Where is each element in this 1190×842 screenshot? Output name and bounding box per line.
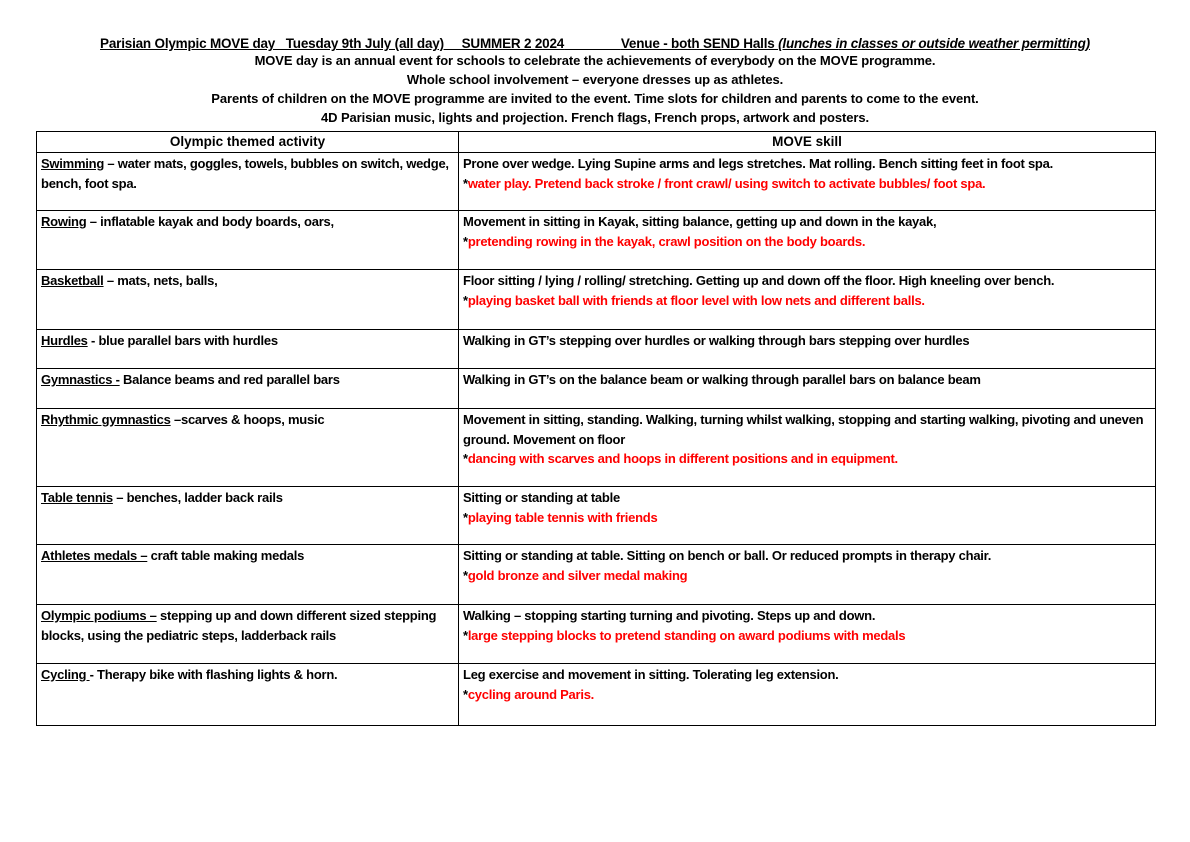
skill-highlight-line [463,685,1149,705]
skill-cell [459,369,1156,409]
activity-label: Rhythmic gymnastics [41,412,171,427]
activity-table [36,131,1156,726]
skill-text: Movement in sitting, standing. Walking, turning whilst walking, stopping and starting walking, pivoting and uneven ground. Movement on floor [463,412,1144,447]
skill-cell [459,270,1156,330]
skill-highlight: cycling around Paris. [467,686,595,702]
activity-desc: - Therapy bike with flashing lights & horn. [89,667,338,682]
activity-label: Cycling [41,667,90,682]
asterisk: * [463,451,468,466]
activity-cell [37,153,459,211]
skill-highlight: playing basket ball with friends at floor level with low nets and different balls. [467,292,925,308]
intro-line-4: 4D Parisian music, lights and projection. French flags, French props, artwork and posters. [321,110,869,125]
skill-cell [459,409,1156,487]
asterisk: * [463,509,468,525]
activity-desc: – water mats, goggles, towels, bubbles on switch, wedge, bench, foot spa. [41,156,449,191]
table-row-swimming [37,153,1156,211]
table-header-skill: MOVE skill [459,132,1156,153]
skill-text: Walking in GT’s stepping over hurdles or walking through bars stepping over hurdles [463,333,970,348]
skill-highlight: large stepping blocks to pretend standing on award podiums with medals [467,627,906,643]
skill-text: Sitting or standing at table. Sitting on bench or ball. Or reduced prompts in therapy chair. [463,548,992,563]
table-row-gymnastics [37,369,1156,409]
skill-highlight: pretending rowing in the kayak, crawl position on the body boards. [467,233,866,249]
skill-text: Movement in sitting in Kayak, sitting balance, getting up and down in the kayak, [463,214,937,229]
activity-desc: – mats, nets, balls, [103,273,218,288]
table-row-athletes-medals [37,545,1156,605]
skill-text: Walking in GT’s on the balance beam or walking through parallel bars on balance beam [463,372,981,387]
activity-cell [37,211,459,270]
activity-label: Athletes medals – [41,548,148,563]
activity-label: Swimming [41,156,105,171]
activity-cell [37,270,459,330]
activity-cell [37,330,459,369]
activity-label: Table tennis [41,490,113,505]
activity-label: Basketball [41,273,104,288]
table-row-rhythmic-gymnastics [37,409,1156,487]
activity-label: Rowing [41,214,87,229]
activity-desc: Balance beams and red parallel bars [119,372,340,387]
activity-label: Hurdles [41,333,88,348]
title-venue: Venue - both SEND Halls [620,36,779,51]
skill-cell [459,664,1156,726]
skill-text: Floor sitting / lying / rolling/ stretching. Getting up and down off the floor. High kneeling over bench. [463,273,1055,288]
skill-cell [459,153,1156,211]
table-row-basketball [37,270,1156,330]
activity-cell [37,664,459,726]
intro-line-1: MOVE day is an annual event for schools to celebrate the achievements of everybody on the MOVE programme. [254,53,936,68]
activity-label: Olympic podiums – [41,608,157,623]
asterisk: * [463,567,468,583]
skill-text: Leg exercise and movement in sitting. Tolerating leg extension. [463,667,839,682]
skill-text: Sitting or standing at table [463,490,620,505]
skill-highlight: playing table tennis with friends [467,509,658,525]
title-note: (lunches in classes or outside weather permitting) [778,36,1090,51]
skill-highlight-line [463,626,1149,646]
skill-cell [459,330,1156,369]
activity-desc: – inflatable kayak and body boards, oars, [86,214,334,229]
skill-highlight-line [463,508,1149,528]
activity-desc: – benches, ladder back rails [112,490,283,505]
skill-highlight-line [463,566,1149,586]
skill-highlight: gold bronze and silver medal making [467,567,688,583]
asterisk: * [463,292,468,308]
table-header-row [37,132,1156,153]
activity-cell [37,369,459,409]
activity-cell [37,409,459,487]
asterisk: * [463,175,468,191]
skill-highlight-line [463,174,1149,194]
table-row-cycling [37,664,1156,726]
skill-text: Prone over wedge. Lying Supine arms and legs stretches. Mat rolling. Bench sitting feet in foot spa. [463,156,1053,171]
activity-desc: craft table making medals [147,548,305,563]
table-row-table-tennis [37,487,1156,545]
skill-cell [459,545,1156,605]
skill-text: Walking – stopping starting turning and pivoting. Steps up and down. [463,608,876,623]
activity-label: Gymnastics - [41,372,120,387]
activity-desc: stepping up and down different sized stepping blocks, using the pediatric steps, ladderback rails [41,608,437,643]
skill-cell [459,487,1156,545]
skill-highlight-line [463,291,1149,311]
activity-cell [37,487,459,545]
intro-line-3: Parents of children on the MOVE programme are invited to the event. Time slots for children and parents to come to the event. [211,91,979,106]
document-title [0,0,1190,51]
table-row-rowing [37,211,1156,270]
asterisk: * [463,686,468,702]
table-header-activity: Olympic themed activity [37,132,459,153]
asterisk: * [463,627,468,643]
table-row-olympic-podiums [37,605,1156,664]
title-gap [564,36,621,51]
skill-highlight: dancing with scarves and hoops in different positions and in equipment. [467,451,898,466]
activity-desc: - blue parallel bars with hurdles [87,333,278,348]
skill-highlight: water play. Pretend back stroke / front crawl/ using switch to activate bubbles/ foot spa. [467,175,986,191]
activity-cell [37,545,459,605]
activity-desc: –scarves & hoops, music [170,412,325,427]
activity-cell [37,605,459,664]
table-row-hurdles [37,330,1156,369]
intro-line-2: Whole school involvement – everyone dresses up as athletes. [406,72,784,87]
asterisk: * [463,233,468,249]
title-main: Parisian Olympic MOVE day Tuesday 9th July (all day) SUMMER 2 2024 [100,36,565,51]
skill-highlight-line [463,232,1149,252]
skill-highlight-line [463,449,1149,469]
skill-cell [459,605,1156,664]
skill-cell [459,211,1156,270]
